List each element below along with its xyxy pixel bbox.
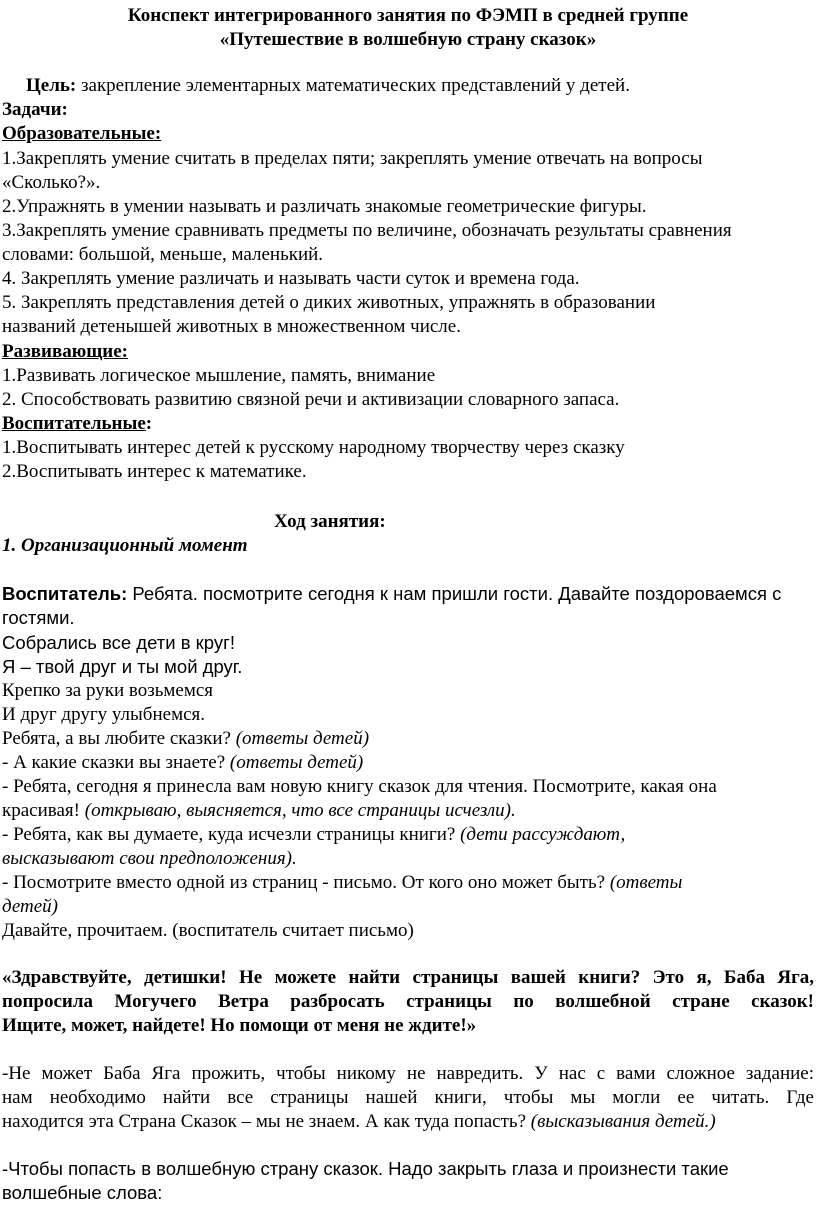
question-3-note: (открываю, выясняется, что все страницы исчезли). xyxy=(84,800,516,821)
doc-title-line1: Конспект интегрированного занятия по ФЭМП в средней группе xyxy=(127,5,689,26)
question-3-text: красивая! xyxy=(2,800,85,821)
letter-line-1: «Здравствуйте, детишки! Не можете найти страницы вашей книги? Это я, Баба Яга, xyxy=(2,967,814,988)
para2-line-1: -Чтобы попасть в волшебную страну сказок. Надо закрыть глаза и произнести такие xyxy=(2,1158,729,1179)
question-1-text: Ребята, а вы любите сказки? xyxy=(2,728,236,749)
poem-line-2: Я – твой друг и ты мой друг. xyxy=(2,656,243,677)
letter-line-2: попросила Могучего Ветра разбросать страницы по волшебной стране сказок! xyxy=(2,991,814,1012)
para1-line-1: -Не может Баба Яга прожить, чтобы никому не навредить. У нас с вами сложное задание: xyxy=(2,1063,814,1084)
goal-text: закрепление элементарных математических представлений у детей. xyxy=(76,75,630,96)
para2-line-2: волшебные слова: xyxy=(2,1182,163,1203)
question-1 xyxy=(2,727,816,751)
question-6: Давайте, прочитаем. (воспитатель считает письмо) xyxy=(2,920,414,941)
poem-line-3: Крепко за руки возьмемся xyxy=(2,680,214,701)
question-3a: - Ребята, сегодня я принесла вам новую книгу сказок для чтения. Посмотрите, какая она xyxy=(2,776,717,797)
doc-title-line2: «Путешествие в волшебную страну сказок» xyxy=(219,29,597,50)
question-4-text: - Ребята, как вы думаете, куда исчезли страницы книги? xyxy=(2,824,461,845)
dev-task-2: 2. Способствовать развитию связной речи и активизации словарного запаса. xyxy=(2,389,620,410)
upbringing-heading xyxy=(2,412,816,436)
para1-note: (высказывания детей.) xyxy=(530,1111,716,1132)
edu-task-3a: 3.Закреплять умение сравнивать предметы по величине, обозначать результаты сравнения xyxy=(2,220,732,241)
question-5-text: - Посмотрите вместо одной из страниц - письмо. От кого оно может быть? xyxy=(2,872,610,893)
goal-line xyxy=(26,74,816,98)
upbringing-label: Воспитательные xyxy=(2,413,146,434)
teacher-label: Воспитатель: xyxy=(2,583,128,604)
tasks-heading: Задачи: xyxy=(2,99,68,120)
edu-task-5a: 5. Закреплять представления детей о диких животных, упражнять в образовании xyxy=(2,292,656,313)
teacher-text: Ребята. посмотрите сегодня к нам пришли гости. Давайте поздороваемся с xyxy=(127,583,782,604)
question-3b xyxy=(2,799,816,823)
poem-line-1: Собрались все дети в круг! xyxy=(2,632,235,653)
teacher-line-a xyxy=(2,582,816,606)
edu-task-1a: 1.Закреплять умение считать в пределах пяти; закреплять умение отвечать на вопросы xyxy=(2,148,703,169)
educational-heading: Образовательные: xyxy=(2,123,162,144)
poem-line-4: И друг другу улыбнемся. xyxy=(2,704,206,725)
para1-line-3 xyxy=(2,1110,816,1134)
letter-line-3: Ищите, может, найдете! Но помощи от меня не ждите!» xyxy=(2,1015,477,1036)
para1-line-2: нам необходимо найти все страницы нашей книги, чтобы мы могли ее читать. Где xyxy=(2,1087,814,1108)
upbringing-colon: : xyxy=(145,413,153,434)
question-2 xyxy=(2,751,816,775)
goal-label: Цель: xyxy=(26,75,77,96)
developing-heading: Развивающие: xyxy=(2,341,128,362)
edu-task-1b: «Сколько?». xyxy=(2,172,101,193)
question-5-note-a: (ответы xyxy=(609,872,683,893)
edu-task-5b: названий детенышей животных в множественном числе. xyxy=(2,316,461,337)
para1-text: находится эта Страна Сказок – мы не знаем. А как туда попасть? xyxy=(2,1111,531,1132)
edu-task-4: 4. Закреплять умение различать и называть части суток и времена года. xyxy=(2,268,580,289)
question-4b: высказывают свои предположения). xyxy=(2,848,297,869)
teacher-line-b: гостями. xyxy=(2,607,75,628)
dev-task-1: 1.Развивать логическое мышление, память, внимание xyxy=(2,365,436,386)
upb-task-1: 1.Воспитывать интерес детей к русскому народному творчеству через сказку xyxy=(2,437,625,458)
edu-task-2: 2.Упражнять в умении называть и различать знакомые геометрические фигуры. xyxy=(2,196,647,217)
question-1-note: (ответы детей) xyxy=(235,728,370,749)
org-moment-heading: 1. Организационный момент xyxy=(2,535,248,556)
question-4-note-a: (дети рассуждают, xyxy=(460,824,626,845)
edu-task-3b: словами: большой, меньше, маленький. xyxy=(2,244,324,265)
upb-task-2: 2.Воспитывать интерес к математике. xyxy=(2,461,307,482)
question-5b: детей) xyxy=(2,896,59,917)
question-5a xyxy=(2,871,816,895)
course-title: Ход занятия: xyxy=(274,511,386,532)
question-2-note: (ответы детей) xyxy=(229,752,364,773)
question-4a xyxy=(2,823,816,847)
question-2-text: - А какие сказки вы знаете? xyxy=(2,752,230,773)
